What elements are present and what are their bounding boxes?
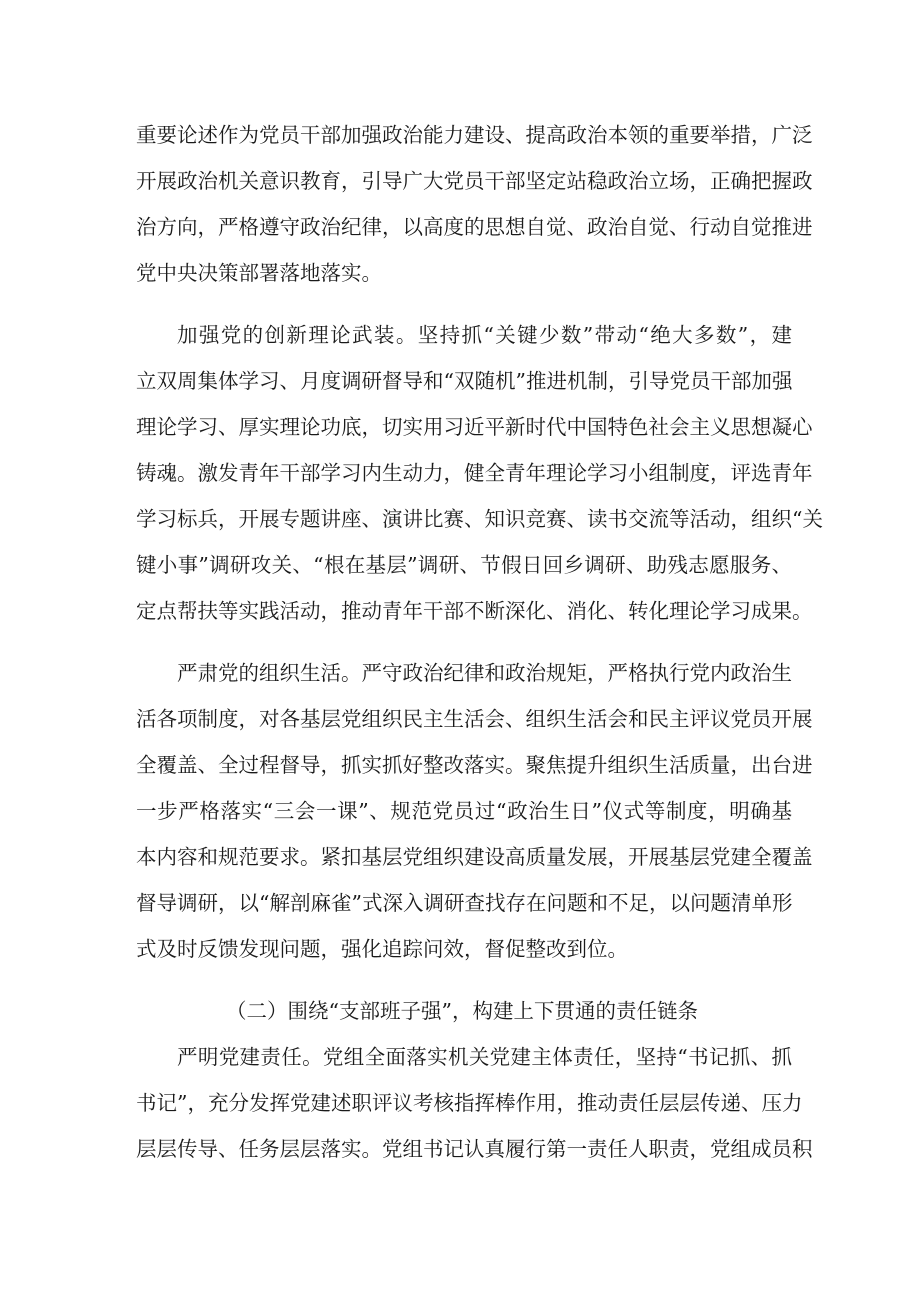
text-line: 立双周集体学习、月度调研督导和“双随机”推进机制，引导党员干部加强 xyxy=(136,369,793,393)
paragraph-spacer xyxy=(136,972,792,988)
text-line: 学习标兵，开展专题讲座、演讲比赛、知识竞赛、读书交流等活动，组织“关 xyxy=(136,507,823,531)
text-line: 重要论述作为党员干部加强政治能力建设、提高政治本领的重要举措，广泛 xyxy=(136,123,813,147)
text-line: 严明党建责任。党组全面落实机关党建主体责任，坚持“书记抓、抓 xyxy=(177,1045,792,1069)
paragraph-3 xyxy=(136,650,813,972)
text-line: 理论学习、厚实理论功底，切实用习近平新时代中国特色社会主义思想凝心 xyxy=(136,415,813,439)
text-line: 开展政治机关意识教育，引导广大党员干部坚定站稳政治立场，正确把握政 xyxy=(136,169,813,193)
document-page xyxy=(136,112,823,1172)
paragraph-4 xyxy=(136,1034,813,1172)
paragraph-spacer xyxy=(136,634,792,650)
paragraph-spacer xyxy=(136,296,792,312)
text-line: 治方向，严格遵守政治纪律，以高度的思想自觉、政治自觉、行动自觉推进 xyxy=(136,215,813,239)
text-line: 活各项制度，对各基层党组织民主生活会、组织生活会和民主评议党员开展 xyxy=(136,707,813,731)
text-line: 书记”，充分发挥党建述职评议考核指挥棒作用，推动责任层层传递、压力 xyxy=(136,1091,803,1115)
text-line: 一步严格落实“三会一课”、规范党员过“政治生日”仪式等制度，明确基 xyxy=(136,799,792,823)
text-line: 督导调研，以“解剖麻雀”式深入调研查找存在问题和不足，以问题清单形 xyxy=(136,891,793,915)
text-line: 全覆盖、全过程督导，抓实抓好整改落实。聚焦提升组织生活质量，出台进 xyxy=(136,753,813,777)
paragraph-2 xyxy=(136,312,823,634)
paragraph-1 xyxy=(136,112,813,296)
section-heading: （二）围绕“支部班子强”，构建上下贯通的责任链条 xyxy=(226,999,698,1023)
text-line: 党中央决策部署落地落实。 xyxy=(136,261,382,285)
text-line: 铸魂。激发青年干部学习内生动力，健全青年理论学习小组制度，评选青年 xyxy=(136,461,813,485)
text-line: 层层传导、任务层层落实。党组书记认真履行第一责任人职责，党组成员积 xyxy=(136,1137,813,1161)
text-line: 加强党的创新理论武装。坚持抓“关键少数”带动“绝大多数”，建 xyxy=(177,323,792,347)
text-line: 定点帮扶等实践活动，推动青年干部不断深化、消化、转化理论学习成果。 xyxy=(136,599,813,623)
text-line: 严肃党的组织生活。严守政治纪律和政治规矩，严格执行党内政治生 xyxy=(177,661,792,685)
text-line: 本内容和规范要求。紧扣基层党组织建设高质量发展，开展基层党建全覆盖 xyxy=(136,845,813,869)
text-line: 式及时反馈发现问题，强化追踪问效，督促整改到位。 xyxy=(136,937,628,961)
text-line: 键小事”调研攻关、“根在基层”调研、节假日回乡调研、助残志愿服务、 xyxy=(136,553,792,577)
